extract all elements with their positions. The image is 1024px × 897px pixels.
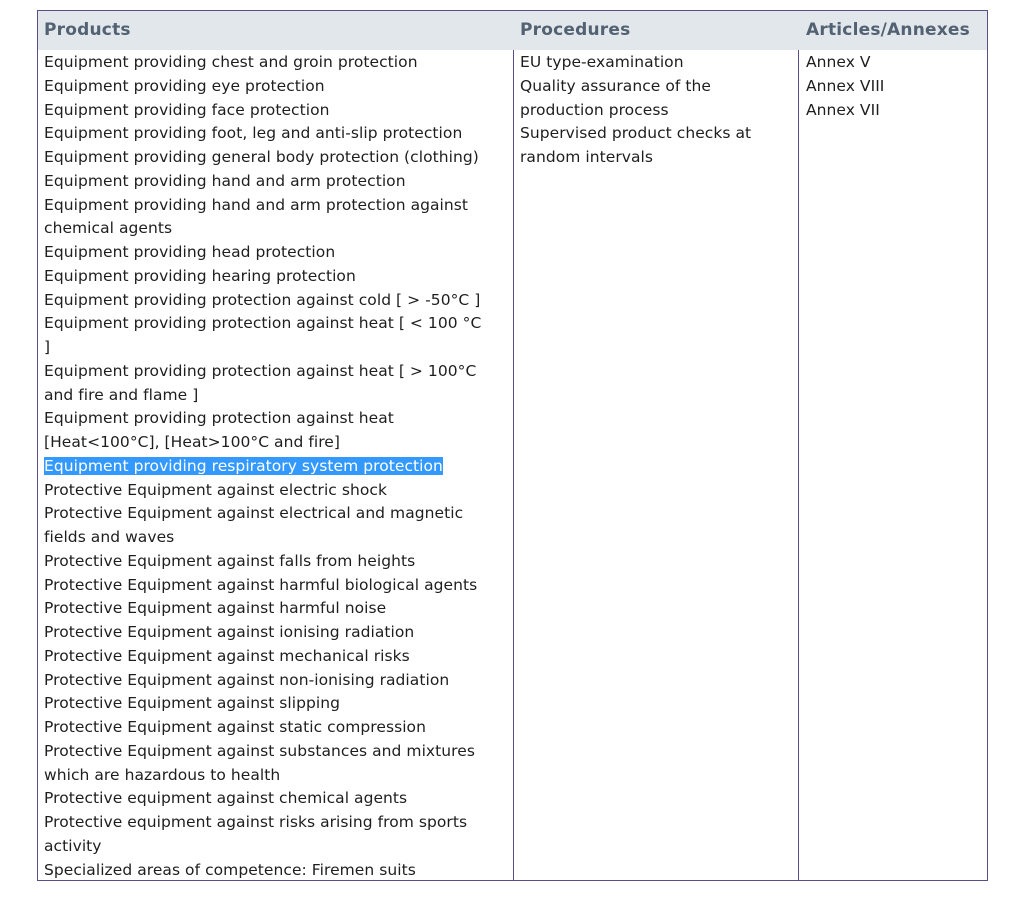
product-item xyxy=(44,265,506,289)
product-item-text: Equipment providing hand and arm protection against xyxy=(44,195,469,214)
procedure-item-text: Quality assurance of the xyxy=(520,76,711,95)
articles-column xyxy=(806,51,986,122)
product-item-text: Equipment providing protection against heat [ < 100 °C xyxy=(44,314,482,333)
article-item xyxy=(806,51,986,75)
product-item xyxy=(44,289,506,313)
product-item-text: Protective Equipment against harmful noise xyxy=(44,599,387,618)
procedure-item-text: Supervised product checks at xyxy=(520,124,752,143)
product-item-text: fields and waves xyxy=(44,528,175,546)
product-item-text: Equipment providing protection against heat [ > 100°C xyxy=(44,361,477,380)
product-item xyxy=(44,455,506,479)
product-item xyxy=(44,787,506,811)
product-item xyxy=(44,51,506,75)
product-item-text: Protective Equipment against electrical and magnetic xyxy=(44,504,464,523)
column-divider xyxy=(513,50,514,880)
product-item xyxy=(44,692,506,716)
product-item-text: Equipment providing face protection xyxy=(44,100,330,119)
product-item-text: Specialized areas of competence: Firemen suits xyxy=(44,860,416,879)
procedure-item-text: production process xyxy=(520,100,669,119)
procedure-item xyxy=(520,122,788,170)
product-item-text: Protective Equipment against falls from heights xyxy=(44,551,416,570)
product-item xyxy=(44,194,506,242)
product-item-text: Equipment providing general body protection (clothing) xyxy=(44,148,479,166)
product-item xyxy=(44,75,506,99)
product-item xyxy=(44,740,506,788)
article-item-text: Annex V xyxy=(806,53,871,71)
product-item xyxy=(44,811,506,859)
product-item xyxy=(44,621,506,645)
article-item-text: Annex VII xyxy=(806,100,880,119)
product-item xyxy=(44,550,506,574)
products-column xyxy=(44,51,506,882)
product-item xyxy=(44,502,506,550)
product-item-text: which are hazardous to health xyxy=(44,765,281,784)
product-item-text: Equipment providing head protection xyxy=(44,243,336,261)
data-table xyxy=(37,10,988,881)
product-item-text: Protective Equipment against ionising radiation xyxy=(44,623,415,641)
table-header-row xyxy=(38,11,987,50)
product-item-text: and fire and flame ] xyxy=(44,385,199,404)
product-item-text: Protective Equipment against static compression xyxy=(44,718,426,736)
product-item-text: Protective Equipment against slipping xyxy=(44,694,341,713)
product-item-text: Protective Equipment against electric shock xyxy=(44,480,387,499)
product-item-text: Equipment providing hearing protection xyxy=(44,266,356,285)
product-item xyxy=(44,574,506,598)
product-item xyxy=(44,312,506,360)
product-item xyxy=(44,597,506,621)
product-item xyxy=(44,407,506,455)
procedure-item xyxy=(520,51,788,75)
product-item xyxy=(44,146,506,170)
product-item xyxy=(44,479,506,503)
product-item-text: Protective Equipment against mechanical risks xyxy=(44,646,410,665)
header-products[interactable]: Products xyxy=(44,20,131,40)
product-item-text: chemical agents xyxy=(44,219,173,238)
product-item-text: Protective Equipment against harmful biological agents xyxy=(44,575,478,594)
product-item xyxy=(44,669,506,693)
product-item xyxy=(44,645,506,669)
article-item xyxy=(806,99,986,123)
product-item-text: Protective equipment against chemical agents xyxy=(44,789,408,808)
product-item-text: ] xyxy=(44,338,51,356)
procedure-item-text: random intervals xyxy=(520,148,654,166)
product-item xyxy=(44,122,506,146)
article-item-text: Annex VIII xyxy=(806,76,885,95)
product-item-text: Equipment providing hand and arm protection xyxy=(44,171,406,190)
product-item-text: Protective equipment against risks arising from sports xyxy=(44,813,468,831)
product-item-text: Protective Equipment against non-ionising radiation xyxy=(44,670,450,689)
product-item xyxy=(44,241,506,265)
product-item-text: Equipment providing protection against cold [ > -50°C ] xyxy=(44,290,481,309)
product-item-text: [Heat<100°C], [Heat>100°C and fire] xyxy=(44,433,340,451)
product-item-text xyxy=(44,455,506,479)
product-item-text: activity xyxy=(44,836,102,855)
product-item-text: Protective Equipment against substances and mixtures xyxy=(44,741,475,760)
product-item xyxy=(44,859,506,883)
text-selection-highlight[interactable]: Equipment providing respiratory system protection xyxy=(44,456,443,475)
product-item-text: Equipment providing protection against heat xyxy=(44,409,394,428)
product-item xyxy=(44,99,506,123)
procedure-item xyxy=(520,75,788,123)
product-item-text: Equipment providing eye protection xyxy=(44,76,325,95)
product-item-text: Equipment providing chest and groin protection xyxy=(44,53,418,71)
article-item xyxy=(806,75,986,99)
product-item xyxy=(44,716,506,740)
product-item-text: Equipment providing foot, leg and anti-slip protection xyxy=(44,124,463,143)
column-divider xyxy=(798,50,799,880)
procedure-item-text: EU type-examination xyxy=(520,53,684,71)
product-item xyxy=(44,170,506,194)
header-procedures[interactable]: Procedures xyxy=(520,20,631,40)
product-item xyxy=(44,360,506,408)
header-articles[interactable]: Articles/Annexes xyxy=(806,20,970,40)
procedures-column xyxy=(520,51,788,170)
